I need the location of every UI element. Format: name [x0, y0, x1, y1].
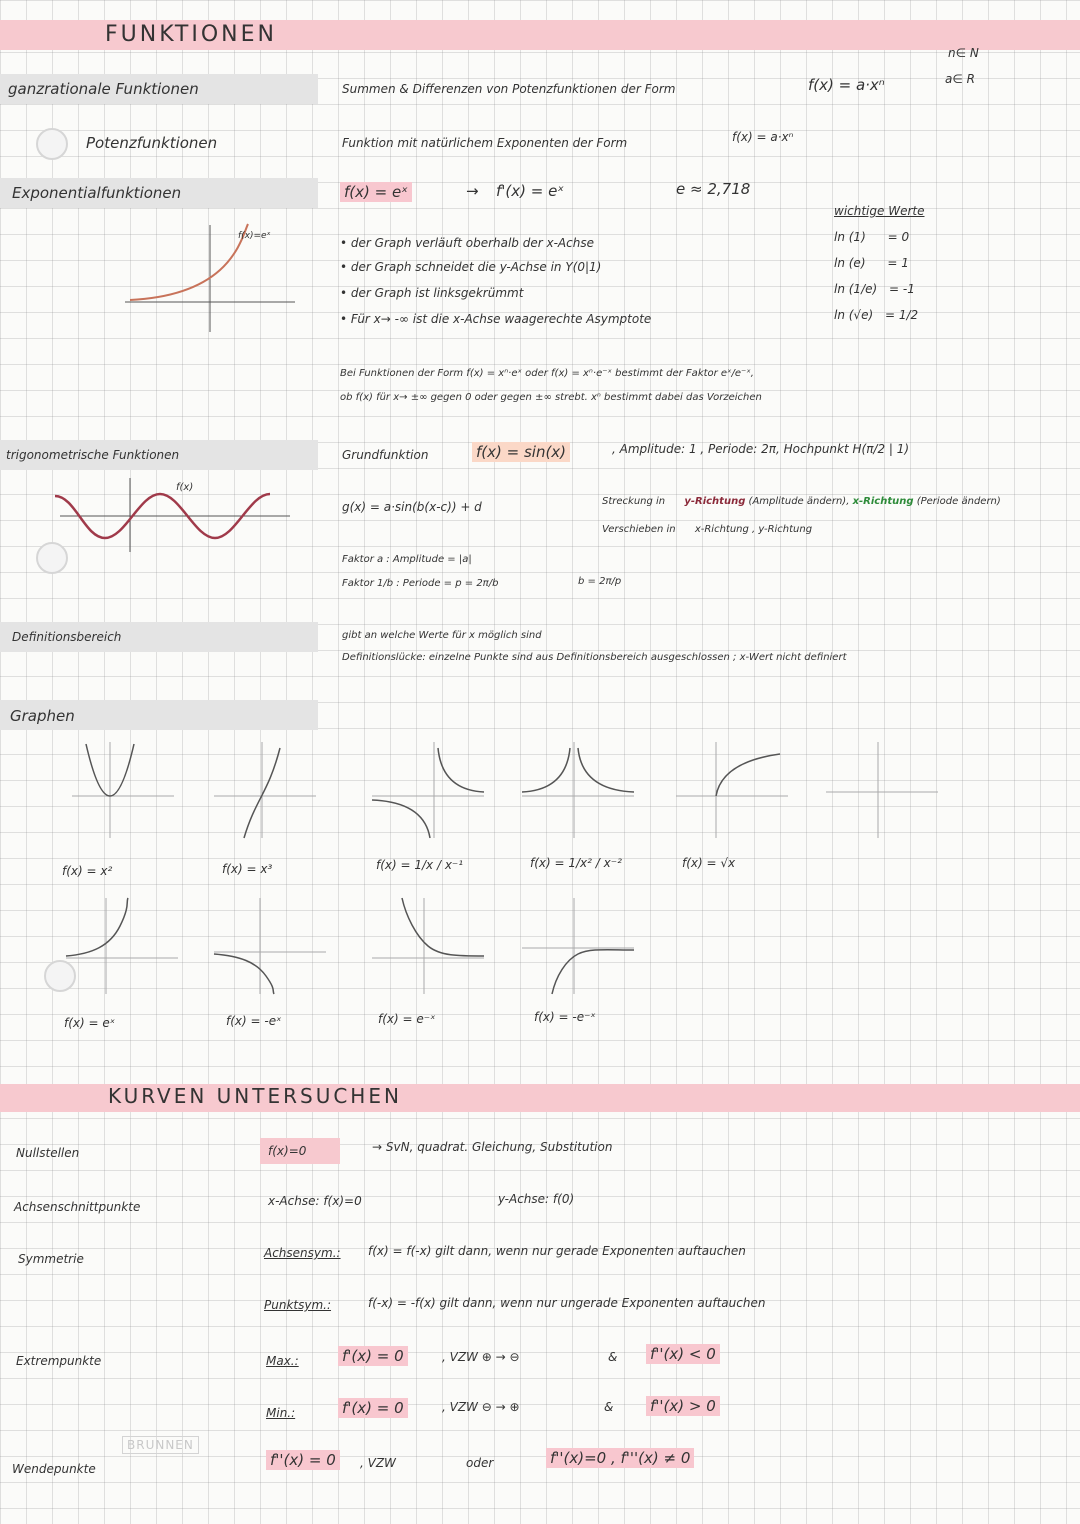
exp-graph — [120, 220, 320, 340]
werte-key-2: ln (e) — [834, 256, 866, 270]
max-f: f'(x) = 0 — [338, 1346, 408, 1366]
ganzrational-text: Summen & Differenzen von Potenzfunktionen der Form — [342, 82, 676, 96]
min-f2: f''(x) > 0 — [646, 1396, 720, 1416]
verschieben-label: Verschieben in — [602, 524, 676, 535]
extrem-label: Extrempunkte — [16, 1354, 102, 1368]
punktsym-label: Punktsym.: — [264, 1298, 332, 1312]
ganzrational-label: ganzrationale Funktionen — [8, 80, 199, 98]
exp-note-line1: Bei Funktionen der Form f(x) = xⁿ·eˣ oder f(x) = xⁿ·e⁻ˣ bestimmt der Faktor eˣ/e⁻ˣ, — [340, 368, 754, 379]
werte-key-3: ln (1/e) — [834, 282, 878, 296]
exp-arrow: → — [466, 182, 479, 200]
exp-bullet-2: • der Graph schneidet die y-Achse in Y(0|1) — [340, 260, 602, 274]
werte-val-4: = 1/2 — [884, 308, 919, 322]
exp-bullet-3-text: der Graph ist linksgekrümmt — [350, 286, 524, 300]
max-vzw: , VZW ⊕ → ⊖ — [442, 1350, 520, 1364]
werte-val-2: = 1 — [887, 256, 909, 270]
kurven-title: KURVEN UNTERSUCHEN — [108, 1084, 402, 1108]
werte-row-1 — [834, 230, 909, 244]
exp-bullet-1: • der Graph verläuft oberhalb der x-Achse — [340, 236, 594, 250]
sine-graph-label: f(x) — [176, 482, 194, 493]
verschieben-line — [602, 524, 812, 535]
achsen-label: Achsenschnittpunkte — [14, 1200, 141, 1214]
achsensym-text: f(x) = f(-x) gilt dann, wenn nur gerade Exponenten auftauchen — [368, 1244, 746, 1258]
streckung-x: x-Richtung — [852, 496, 914, 507]
max-label: Max.: — [266, 1354, 299, 1368]
wende-oder: oder — [466, 1456, 494, 1470]
werte-key-1: ln (1) — [834, 230, 866, 244]
wende-f: f''(x) = 0 — [266, 1450, 340, 1470]
achsen-y: y-Achse: f(0) — [498, 1192, 575, 1206]
punch-hole-1 — [36, 128, 68, 160]
streckung-y-note: (Amplitude ändern), — [748, 496, 850, 507]
grundfunktion-label: Grundfunktion — [342, 448, 429, 462]
exp-f: f(x) = eˣ — [340, 182, 412, 202]
werte-row-3 — [834, 282, 915, 296]
exp-graph-label: f(x)=eˣ — [238, 231, 271, 241]
grundfunktion: f(x) = sin(x) — [472, 442, 570, 462]
brand-stamp: BRUNNEN — [122, 1436, 199, 1454]
potenz-formula: f(x) = a·xⁿ — [732, 130, 794, 144]
a-set-note: a∈ R — [945, 72, 975, 86]
page-title: FUNKTIONEN — [105, 22, 277, 47]
definition-line2: Definitionslücke: einzelne Punkte sind aus Definitionsbereich ausgeschlossen ; x-Wert nicht definiert — [342, 652, 847, 663]
achsensym-label: Achsensym.: — [264, 1246, 341, 1260]
n-set-note: n∈ N — [948, 46, 979, 60]
graph-sqrt — [672, 740, 792, 840]
exp-bullet-1-text: der Graph verläuft oberhalb der x-Achse — [350, 236, 594, 250]
ganzrational-formula: f(x) = a·xⁿ — [808, 76, 885, 94]
graph-e-negx-label: f(x) = e⁻ˣ — [378, 1012, 436, 1026]
min-amp: & — [604, 1400, 614, 1414]
graph-1x — [368, 740, 488, 840]
werte-row-2 — [834, 256, 909, 270]
nullstellen-f: f(x)=0 — [268, 1144, 307, 1158]
min-vzw: , VZW ⊖ → ⊕ — [442, 1400, 520, 1414]
exp-note-line2: ob f(x) für x→ ±∞ gegen 0 oder gegen ±∞ strebt. xⁿ bestimmt dabei das Vorzeichen — [340, 392, 762, 403]
max-amp: & — [608, 1350, 618, 1364]
grundfunktion-rest: , Amplitude: 1 , Periode: 2π, Hochpunkt H(π/2 | 1) — [612, 442, 910, 456]
streckung-y: y-Richtung — [684, 496, 746, 507]
graph-neg-e-negx-label: f(x) = -e⁻ˣ — [534, 1010, 596, 1024]
exp-label: Exponentialfunktionen — [12, 184, 182, 202]
punch-hole-2 — [36, 542, 68, 574]
wende-label: Wendepunkte — [12, 1462, 96, 1476]
graph-1x2 — [518, 740, 638, 840]
graph-neg-ex-label: f(x) = -eˣ — [226, 1014, 282, 1028]
werte-key-4: ln (√e) — [834, 308, 874, 322]
definition-label: Definitionsbereich — [12, 630, 122, 644]
achsen-x: x-Achse: f(x)=0 — [268, 1194, 362, 1208]
exp-bullet-4: • Für x→ -∞ ist die x-Achse waagerechte Asymptote — [340, 312, 652, 326]
exp-fprime: f'(x) = eˣ — [496, 182, 564, 200]
wende-vzw: , VZW — [360, 1456, 396, 1470]
werte-val-3: = -1 — [889, 282, 915, 296]
min-f: f'(x) = 0 — [338, 1398, 408, 1418]
graph-x2 — [62, 740, 182, 840]
streckung-label: Streckung in — [602, 496, 666, 507]
trig-general: g(x) = a·sin(b(x-c)) + d — [342, 500, 482, 514]
definition-line1: gibt an welche Werte für x möglich sind — [342, 630, 542, 641]
graph-ex — [62, 896, 182, 996]
exp-bullet-4-text: Für x→ -∞ ist die x-Achse waagerechte Asymptote — [350, 312, 652, 326]
max-f2: f''(x) < 0 — [646, 1344, 720, 1364]
symmetrie-label: Symmetrie — [18, 1252, 84, 1266]
graph-e-negx — [368, 896, 488, 996]
graph-ex-label: f(x) = eˣ — [64, 1016, 116, 1030]
potenz-text: Funktion mit natürlichem Exponenten der Form — [342, 136, 628, 150]
nullstellen-text: → SvN, quadrat. Gleichung, Substitution — [372, 1140, 613, 1154]
werte-val-1: = 0 — [887, 230, 910, 244]
nullstellen-label: Nullstellen — [16, 1146, 80, 1160]
punktsym-text: f(-x) = -f(x) gilt dann, wenn nur ungerade Exponenten auftauchen — [368, 1296, 766, 1310]
graph-1x-label: f(x) = 1/x / x⁻¹ — [376, 858, 464, 872]
graph-x3-label: f(x) = x³ — [222, 862, 273, 876]
graph-1x2-label: f(x) = 1/x² / x⁻² — [530, 856, 622, 870]
graph-neg-ex — [210, 896, 330, 996]
min-label: Min.: — [266, 1406, 296, 1420]
potenz-label: Potenzfunktionen — [86, 134, 218, 152]
faktor-a: Faktor a : Amplitude = |a| — [342, 554, 472, 565]
werte-title: wichtige Werte — [834, 204, 925, 218]
faktor-b: Faktor 1/b : Periode = p = 2π/b — [342, 578, 499, 589]
e-approx: e ≈ 2,718 — [676, 180, 751, 198]
graph-sqrt-label: f(x) = √x — [682, 856, 736, 870]
exp-bullet-2-text: der Graph schneidet die y-Achse in Y(0|1) — [350, 260, 602, 274]
graph-empty — [822, 740, 942, 840]
verschieben-val: x-Richtung , y-Richtung — [694, 524, 813, 535]
sine-graph — [50, 476, 300, 556]
b-formula: b = 2π/p — [578, 576, 622, 587]
streckung-x-note: (Periode ändern) — [916, 496, 1001, 507]
trig-label: trigonometrische Funktionen — [6, 448, 180, 462]
streckung-line — [602, 496, 1001, 507]
graph-x2-label: f(x) = x² — [62, 864, 113, 878]
punch-hole-3 — [44, 960, 76, 992]
wende-f2: f''(x)=0 , f'''(x) ≠ 0 — [546, 1448, 694, 1468]
werte-row-4 — [834, 308, 918, 322]
graph-neg-e-negx — [518, 896, 638, 996]
graphen-label: Graphen — [10, 707, 75, 725]
exp-bullet-3: • der Graph ist linksgekrümmt — [340, 286, 524, 300]
graph-x3 — [210, 740, 320, 840]
